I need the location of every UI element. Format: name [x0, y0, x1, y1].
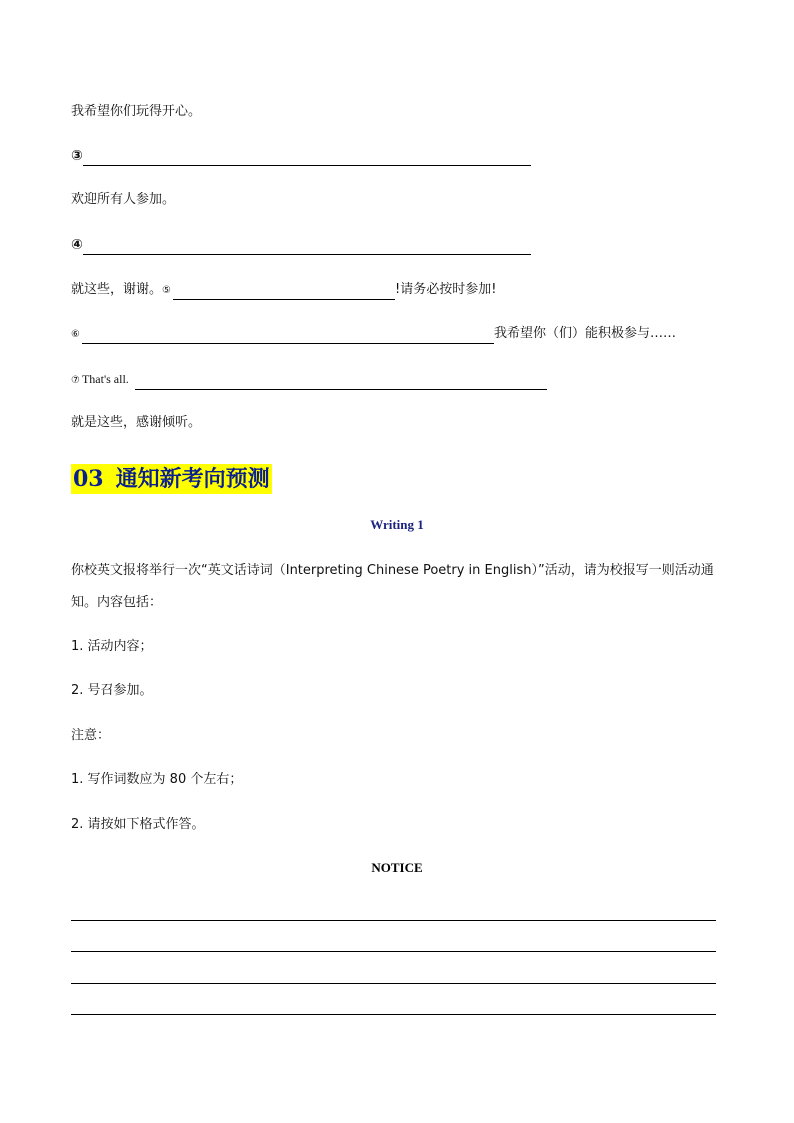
marker-4: ④ — [71, 237, 83, 253]
section-heading — [71, 464, 272, 494]
blank-6-row — [71, 325, 676, 344]
blank-7-row — [71, 370, 547, 390]
answer-line-4[interactable] — [71, 1014, 716, 1015]
answer-line-1[interactable] — [71, 920, 716, 921]
sentence-hope-fun: 我希望你们玩得开心。 — [71, 104, 202, 119]
notice-title: NOTICE — [371, 860, 423, 875]
writing-title: Writing 1 — [370, 517, 424, 532]
writing-prompt-line1: 你校英文报将举行一次“英文话诗词（Interpreting Chinese Poetry in English）”活动，请为校报写一则活动通 — [71, 563, 714, 578]
note-item-1: 1. 写作词数应为 80 个左右； — [71, 772, 243, 787]
section-number: 03 — [73, 466, 104, 492]
requirement-item-2: 2. 号召参加。 — [71, 683, 153, 698]
note-label: 注意： — [71, 728, 111, 743]
blank-3-row — [71, 147, 531, 166]
answer-line-2[interactable] — [71, 951, 716, 952]
marker-6: ⑥ — [71, 329, 80, 340]
section-title: 通知新考向预测 — [115, 466, 270, 492]
requirement-item-1: 1. 活动内容； — [71, 639, 153, 654]
answer-blank-6[interactable] — [82, 329, 494, 344]
answer-blank-5[interactable] — [173, 285, 395, 300]
sentence-welcome-all: 欢迎所有人参加。 — [71, 192, 176, 207]
note-item-2: 2. 请按如下格式作答。 — [71, 817, 205, 832]
answer-blank-3[interactable] — [83, 151, 531, 166]
answer-blank-7[interactable] — [135, 375, 547, 390]
sentence-thanks-listening: 就是这些，感谢倾听。 — [71, 415, 202, 430]
marker-5: ⑤ — [162, 285, 171, 296]
writing-prompt-line2: 知。内容包括： — [71, 595, 163, 610]
sentence-attend-on-time: !请务必按时参加! — [394, 282, 497, 297]
blank-4-row — [71, 236, 531, 255]
blank-5-row — [71, 281, 496, 300]
answer-blank-4[interactable] — [83, 240, 531, 255]
sentence-thats-it: 就这些，谢谢。 — [71, 282, 163, 297]
answer-line-3[interactable] — [71, 983, 716, 984]
sentence-hope-active: 我希望你（们）能积极参与…… — [493, 326, 676, 341]
sentence-thats-all: That's all. — [81, 372, 129, 386]
marker-3: ③ — [71, 148, 83, 164]
marker-7: ⑦ — [71, 375, 80, 386]
